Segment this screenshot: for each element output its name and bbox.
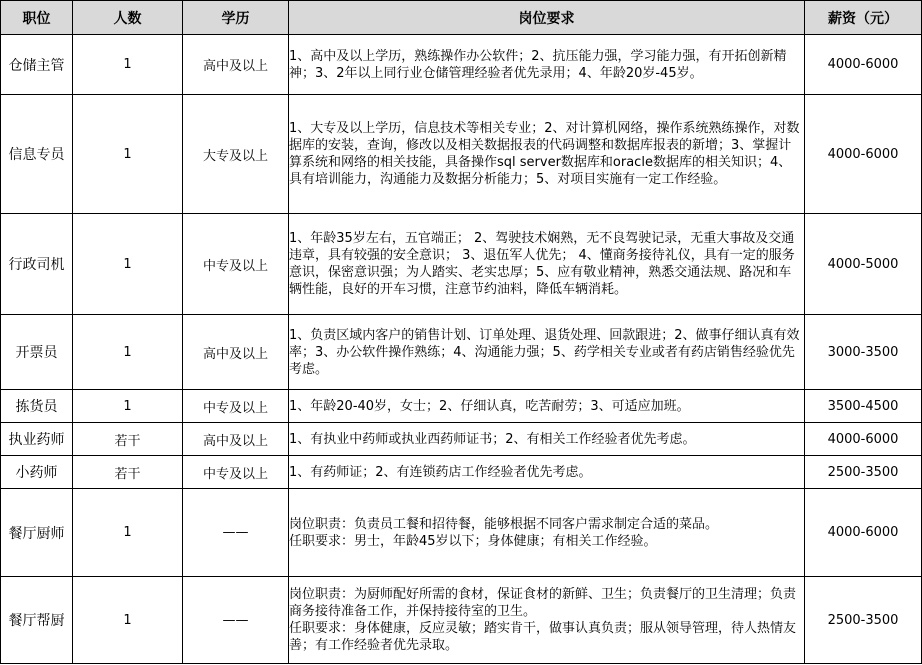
row-education: 高中及以上 [183,315,289,390]
row-count: 1 [73,35,183,95]
row-salary: 4000-6000 [805,489,922,577]
row-count: 1 [73,577,183,664]
header-requirements: 岗位要求 [289,1,805,35]
row-education: 大专及以上 [183,95,289,214]
table-row [1,35,922,95]
row-position: 餐厅帮厨 [1,577,73,664]
row-education: 中专及以上 [183,390,289,423]
row-position: 执业药师 [1,423,73,456]
row-position: 行政司机 [1,214,73,315]
table-row [1,423,922,456]
row-salary: 2500-3500 [805,577,922,664]
row-salary: 3000-3500 [805,315,922,390]
row-count: 1 [73,315,183,390]
table-row [1,315,922,390]
row-education: 高中及以上 [183,423,289,456]
row-count: 1 [73,95,183,214]
row-count: 1 [73,489,183,577]
row-requirements: 1、大专及以上学历，信息技术等相关专业；2、对计算机网络，操作系统熟练操作，对数据库的安装，查询，修改以及相关数据报表的代码调整和数据库报表的新增；3、掌握计算系统和网络的相关技能，具备操作sql server数据库和oracle数据库的相关知识；4、具有培训能力，沟通能力及数据分析能力；5、对项目实施有一定工作经验。 [289,95,805,214]
table-row [1,214,922,315]
row-count: 1 [73,390,183,423]
row-requirements: 1、有药师证；2、有连锁药店工作经验者优先考虑。 [289,456,805,489]
row-requirements: 1、年龄35岁左右，五官端正； 2、驾驶技术娴熟，无不良驾驶记录，无重大事故及交通违章，具有较强的安全意识； 3、退伍军人优先； 4、懂商务接待礼仪，具有一定的服务意识，保密意识强；为人踏实、老实忠厚；5、应有敬业精神，熟悉交通法规、路况和车辆性能，良好的开车习惯，注意节约油料，降低车辆消耗。 [289,214,805,315]
row-education: 中专及以上 [183,214,289,315]
row-salary: 4000-6000 [805,95,922,214]
row-salary: 4000-6000 [805,423,922,456]
row-count: 若干 [73,423,183,456]
row-salary: 3500-4500 [805,390,922,423]
requirement-duties: 岗位职责：为厨师配好所需的食材，保证食材的新鲜、卫生；负责餐厅的卫生清理；负责商务接待准备工作，并保持接待室的卫生。 [289,587,797,619]
table-row [1,456,922,489]
table-row [1,95,922,214]
row-requirements: 1、高中及以上学历，熟练操作办公软件；2、抗压能力强，学习能力强，有开拓创新精神；3、2年以上同行业仓储管理经验者优先录用；4、年龄20岁-45岁。 [289,35,805,95]
header-count: 人数 [73,1,183,35]
row-requirements: 1、年龄20-40岁，女士；2、仔细认真，吃苦耐劳；3、可适应加班。 [289,390,805,423]
row-salary: 4000-6000 [805,35,922,95]
row-education: 中专及以上 [183,456,289,489]
row-education: —— [183,489,289,577]
row-count: 若干 [73,456,183,489]
row-position: 开票员 [1,315,73,390]
table-row [1,489,922,577]
row-education: —— [183,577,289,664]
header-salary: 薪资（元） [805,1,922,35]
requirement-qualifications: 任职要求：身体健康，反应灵敏；踏实肯干，做事认真负责；服从领导管理，待人热情友善；有工作经验者优先录取。 [289,621,797,653]
row-requirements [289,489,805,577]
row-education: 高中及以上 [183,35,289,95]
header-education: 学历 [183,1,289,35]
requirement-duties: 岗位职责：负责员工餐和招待餐，能够根据不同客户需求制定合适的菜品。 [289,516,719,532]
row-position: 信息专员 [1,95,73,214]
header-row [1,1,922,35]
row-position: 仓储主管 [1,35,73,95]
requirement-qualifications: 任职要求：男士，年龄45岁以下；身体健康；有相关工作经验。 [289,533,657,549]
table-row [1,577,922,664]
row-count: 1 [73,214,183,315]
header-position: 职位 [1,1,73,35]
row-requirements: 1、负责区域内客户的销售计划、订单处理、退货处理、回款跟进；2、做事仔细认真有效率；3、办公软件操作熟练；4、沟通能力强；5、药学相关专业或者有药店销售经验优先考虑。 [289,315,805,390]
row-requirements: 1、有执业中药师或执业西药师证书；2、有相关工作经验者优先考虑。 [289,423,805,456]
row-position: 小药师 [1,456,73,489]
row-requirements [289,577,805,664]
row-salary: 4000-5000 [805,214,922,315]
row-position: 餐厅厨师 [1,489,73,577]
table-row [1,390,922,423]
row-salary: 2500-3500 [805,456,922,489]
row-position: 拣货员 [1,390,73,423]
